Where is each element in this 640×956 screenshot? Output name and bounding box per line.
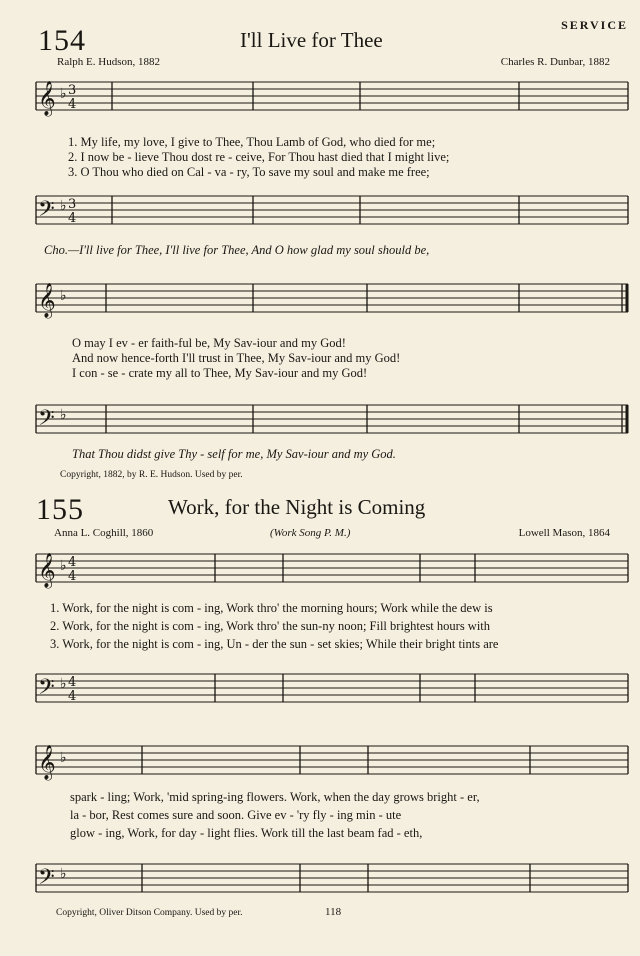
svg-text:4: 4 [68,689,77,704]
svg-text:𝄞: 𝄞 [38,81,56,116]
hymn155-verse-2: 2. Work, for the night is com - ing, Work thro' the sun-ny noon; Fill brightest hours with [50,619,491,633]
hymn154-verse-2: 2. I now be - lieve Thou dost re - ceive, For Thou hast died that I might live; [68,150,450,164]
svg-text:3: 3 [68,83,77,98]
hymn154-refrain-2: And now hence-forth I'll trust in Thee, My Sav-iour and my God! [72,351,401,365]
staff-155-treble-2 [0,740,640,780]
svg-text:𝄢: 𝄢 [38,197,55,227]
hymn-title-154: I'll Live for Thee [240,28,383,52]
staff-155-bass-1 [0,668,640,708]
hymn155-verse2-3: glow - ing, Work, for day - light flies. Work till the last beam fad - eth, [70,826,423,840]
svg-text:𝄞: 𝄞 [38,283,56,318]
staff-155-treble-1 [0,548,640,588]
hymn154-verse-1: 1. My life, my love, I give to Thee, Thou Lamb of God, who died for me; [68,135,436,149]
hymn-number-155: 155 [36,493,84,526]
hymn155-composer: Lowell Mason, 1864 [518,527,610,539]
hymn155-verse2-2: la - bor, Rest comes sure and soon. Give ev - 'ry fly - ing min - ute [70,808,402,822]
svg-text:𝄢: 𝄢 [38,865,55,895]
hymn155-verse-1: 1. Work, for the night is com - ing, Work thro' the morning hours; Work while the dew is [50,601,493,615]
svg-text:4: 4 [68,675,77,690]
svg-text:𝄞: 𝄞 [38,745,56,780]
svg-text:4: 4 [68,555,77,570]
staff-154-bass-1 [0,190,640,230]
hymn155-copyright: Copyright, Oliver Ditson Company. Used by per. [56,908,243,918]
svg-text:𝄢: 𝄢 [38,675,55,705]
hymn154-chorus-line: Cho.—I'll live for Thee, I'll live for Thee, And O how glad my soul should be, [44,243,430,257]
hymn-number-154: 154 [38,24,86,57]
hymn154-bass-lyric: That Thou didst give Thy - self for me, My Sav-iour and my God. [72,447,396,461]
hymn154-refrain-1: O may I ev - er faith-ful be, My Sav-iour and my God! [72,336,346,350]
hymn155-author: Anna L. Coghill, 1860 [54,527,154,539]
hymn154-composer: Charles R. Dunbar, 1882 [500,56,610,68]
hymn155-tune: (Work Song P. M.) [270,527,351,539]
hymn-title-155: Work, for the Night is Coming [168,495,426,519]
svg-text:♭: ♭ [60,558,67,574]
svg-text:♭: ♭ [60,198,67,214]
svg-text:𝄢: 𝄢 [38,406,55,436]
hymn154-copyright: Copyright, 1882, by R. E. Hudson. Used by per. [60,470,243,480]
svg-text:♭: ♭ [60,750,67,766]
staff-154-treble-2 [0,278,640,318]
svg-text:♭: ♭ [60,86,67,102]
svg-text:𝄞: 𝄞 [38,553,56,588]
page-number: 118 [325,906,342,918]
svg-text:♭: ♭ [60,676,67,692]
staff-154-bass-2 [0,399,640,439]
hymn154-author: Ralph E. Hudson, 1882 [57,56,160,68]
svg-text:3: 3 [68,197,77,212]
hymn154-verse-3: 3. O Thou who died on Cal - va - ry, To save my soul and make me free; [68,165,430,179]
section-label: SERVICE [561,18,628,32]
hymn154-refrain-3: I con - se - crate my all to Thee, My Sav-iour and my God! [72,366,368,380]
svg-text:4: 4 [68,211,77,226]
staff-154-treble-1 [0,76,640,116]
staff-155-bass-2 [0,858,640,898]
svg-text:♭: ♭ [60,866,67,882]
hymn155-verse-3: 3. Work, for the night is com - ing, Un - der the sun - set skies; While their bright tints are [50,637,499,651]
svg-text:♭: ♭ [60,288,67,304]
svg-text:♭: ♭ [60,407,67,423]
svg-text:4: 4 [68,569,77,584]
svg-text:4: 4 [68,97,77,112]
hymn155-verse2-1: spark - ling; Work, 'mid spring-ing flowers. Work, when the day grows bright - er, [70,790,480,804]
